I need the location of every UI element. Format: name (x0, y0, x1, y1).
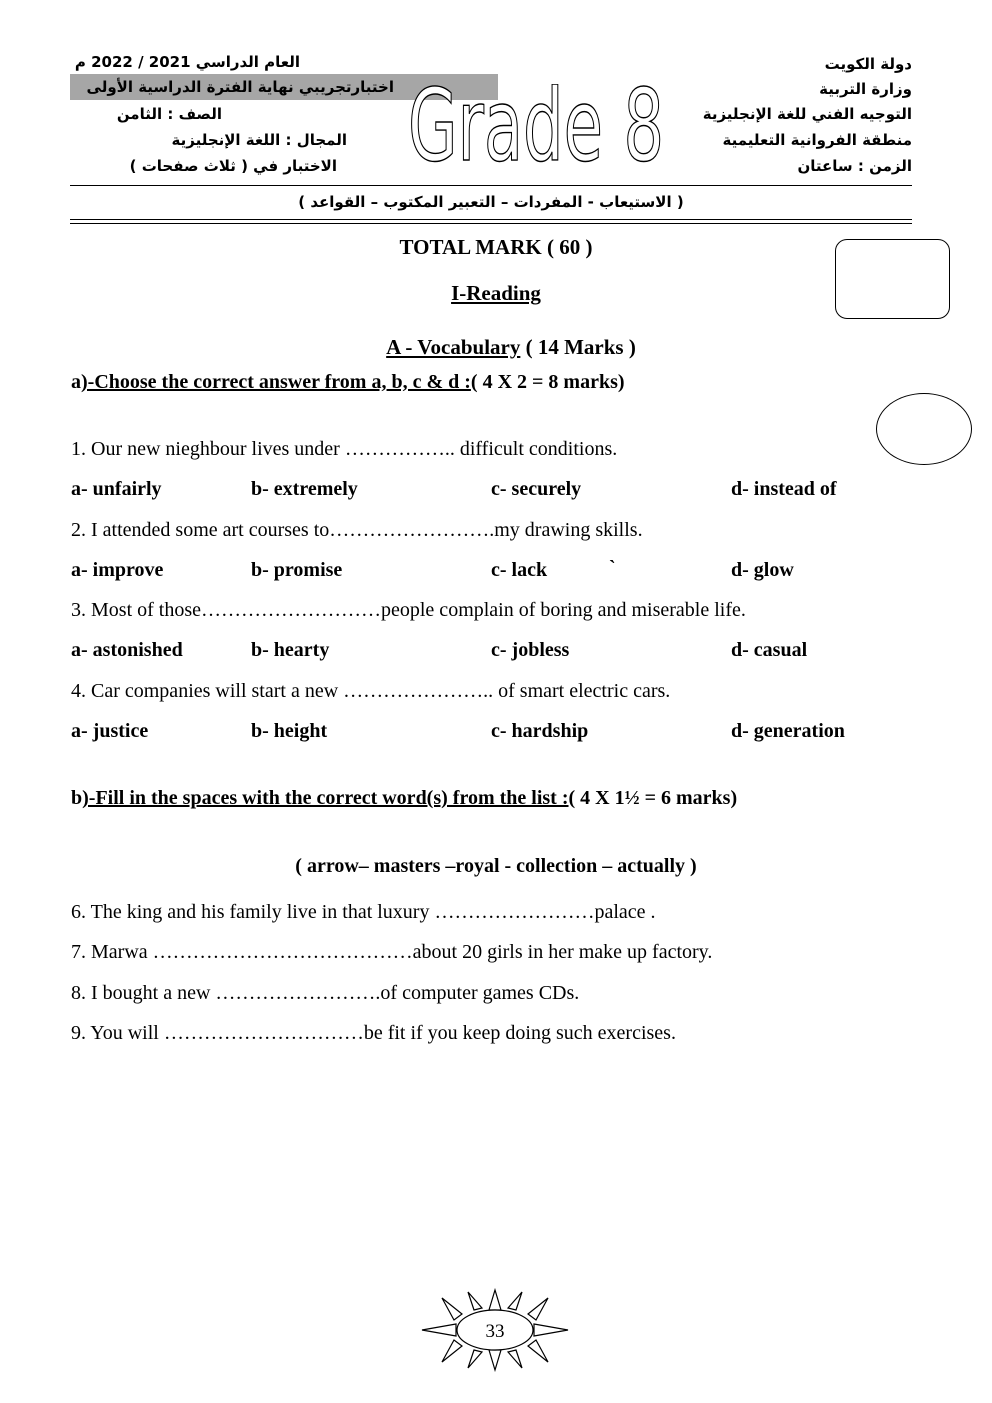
country-label: دولة الكويت (824, 55, 912, 73)
question-b-instruction: )-Fill in the spaces with the correct word(s) from the list : (82, 787, 569, 809)
question-4-option-a[interactable]: a- justice (71, 720, 149, 742)
question-7-text: 7. Marwa …………………………………about 20 girls in her make up factory. (71, 941, 713, 963)
question-3-option-d[interactable]: d- casual (731, 639, 808, 661)
district-label: منطقة الفروانية التعليمية (722, 131, 912, 149)
page-number: 33 (485, 1321, 505, 1342)
question-1-option-c[interactable]: c- securely (491, 478, 582, 500)
section-a-marks: ( 14 Marks ) (520, 335, 636, 359)
question-2-option-c[interactable]: c- lack (491, 559, 548, 581)
question-a-heading (71, 371, 625, 394)
question-2-option-b[interactable]: b- promise (251, 559, 343, 581)
question-2-option-a[interactable]: a- improve (71, 559, 164, 581)
question-2-option-d[interactable]: d- glow (731, 559, 794, 581)
question-4-option-b[interactable]: b- height (251, 720, 328, 742)
question-6-text: 6. The king and his family live in that luxury ……………………palace . (71, 901, 656, 923)
stray-mark: ` (609, 557, 616, 579)
sections-line: ( الاستيعاب - المفردات – التعبير المكتوب – القواعد ) (298, 193, 684, 211)
question-4-option-c[interactable]: c- hardship (491, 720, 589, 742)
question-b-prefix: b (71, 787, 83, 809)
question-8-text: 8. I bought a new …………………….of computer games CDs. (71, 982, 580, 1004)
subject-label: المجال : اللغة الإنجليزية (171, 131, 347, 149)
question-3-option-a[interactable]: a- astonished (71, 639, 183, 661)
question-3-stem: 3. Most of those………………………people complain of boring and miserable life. (71, 599, 746, 621)
question-2-stem: 2. I attended some art courses to…………………….my drawing skills. (71, 519, 643, 541)
grade-label: الصف : الثامن (116, 105, 222, 123)
header-rule-bottom-2 (70, 223, 912, 224)
ministry-label: وزارة التربية (819, 80, 912, 98)
time-label: الزمن : ساعتان (797, 157, 912, 175)
section-a-heading (0, 335, 992, 360)
page-number-sun-ornament (420, 1288, 570, 1372)
section-score-oval (876, 393, 972, 465)
question-9-text: 9. You will …………………………be fit if you keep doing such exercises. (71, 1022, 676, 1044)
question-1-option-a[interactable]: a- unfairly (71, 478, 162, 500)
question-a-instruction: )-Choose the correct answer from a, b, c & d : (81, 371, 471, 393)
question-a-prefix: a (71, 371, 81, 393)
academic-year-label: العام الدراسي 2021 / 2022 م (74, 53, 300, 71)
pages-label: الاختبار في ( ثلاث صفحات ) (129, 157, 337, 175)
part-title: I-Reading (451, 281, 541, 305)
question-4-option-d[interactable]: d- generation (731, 720, 845, 742)
header-rule-top (70, 185, 912, 186)
question-b-heading (71, 787, 737, 810)
question-1-option-d[interactable]: d- instead of (731, 478, 837, 500)
supervision-label: التوجيه الفني للغة الإنجليزية (702, 105, 912, 123)
header-rule-bottom-1 (70, 219, 912, 220)
question-b-marks: ( 4 X 1½ = 6 marks) (568, 787, 738, 809)
total-mark: TOTAL MARK ( 60 ) (399, 235, 593, 259)
question-4-stem: 4. Car companies will start a new ………………….. of smart electric cars. (71, 680, 671, 702)
grade-8-logo (402, 84, 670, 170)
word-list: ( arrow– masters –royal - collection – actually ) (295, 855, 697, 877)
question-a-marks: ( 4 X 2 = 8 marks) (470, 371, 625, 393)
question-3-option-b[interactable]: b- hearty (251, 639, 330, 661)
question-3-option-c[interactable]: c- jobless (491, 639, 570, 661)
question-1-stem: 1. Our new nieghbour lives under …………….. difficult conditions. (71, 438, 618, 460)
question-1-option-b[interactable]: b- extremely (251, 478, 358, 500)
exam-title-label: اختبارتجريبي نهاية الفترة الدراسية الأولى (86, 78, 394, 96)
section-a-title: A - Vocabulary (386, 335, 521, 359)
grade-8-logo-text: Grade 8 (408, 84, 664, 170)
